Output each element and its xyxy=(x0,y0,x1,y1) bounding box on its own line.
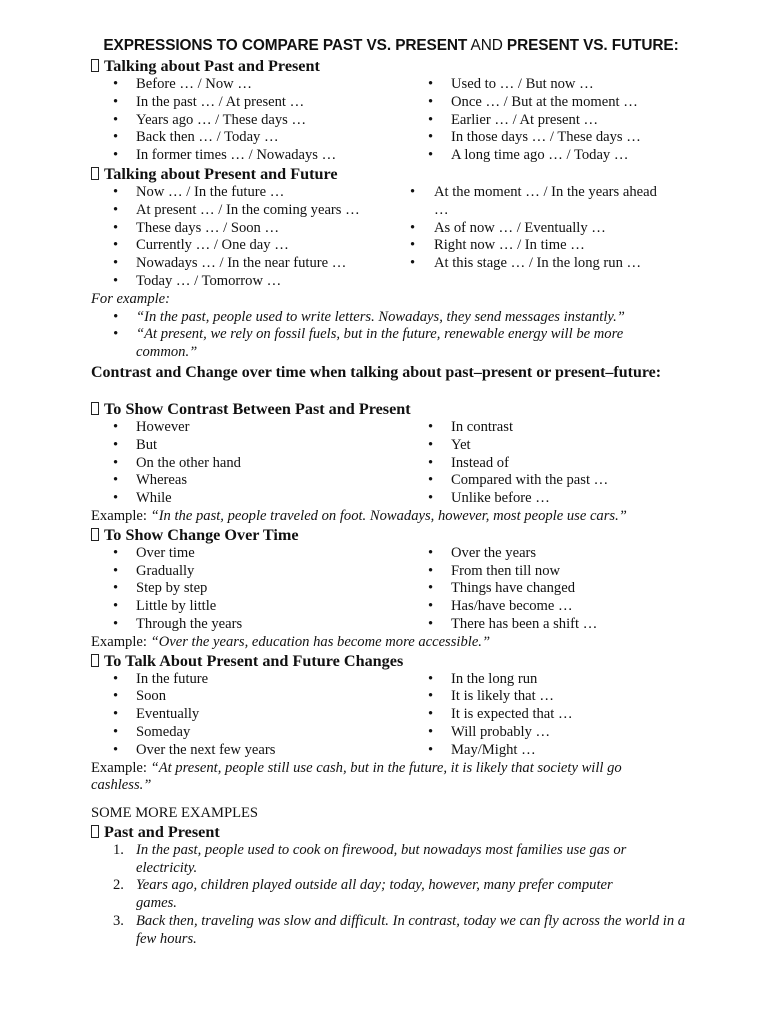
example-line xyxy=(91,508,691,526)
section-heading-text: Past and Present xyxy=(104,822,220,841)
checkbox-glyph-icon xyxy=(91,59,99,72)
section-heading-text: To Show Contrast Between Past and Present xyxy=(104,399,411,418)
list-item: • Has/have become … xyxy=(406,598,691,616)
list-item: • In the future xyxy=(91,671,406,689)
section-heading-present-future xyxy=(91,165,691,184)
spacer xyxy=(91,795,691,805)
example-label: Example: xyxy=(91,759,151,776)
list-item: • There has been a shift … xyxy=(406,616,691,634)
example-text: “Over the years, education has become more accessible.” xyxy=(150,633,491,650)
for-example-label: For example: xyxy=(91,290,171,307)
checkbox-glyph-icon xyxy=(91,167,99,180)
list-item: • But xyxy=(91,437,406,455)
list-right xyxy=(388,184,691,291)
item-number: 1. xyxy=(113,841,124,858)
checkbox-glyph-icon xyxy=(91,402,99,415)
list-item: • May/Might … xyxy=(406,742,691,760)
spacer xyxy=(91,382,691,400)
section-heading-past-present-examples xyxy=(91,823,691,842)
list-item: • Over the years xyxy=(406,545,691,563)
list-item: • From then till now xyxy=(406,563,691,581)
list-left xyxy=(91,76,406,165)
item-text: In the past, people used to cook on firewood, but nowadays most families use gas or electricity. xyxy=(136,841,627,876)
list-item: • Earlier … / At present … xyxy=(406,112,691,130)
two-column-list xyxy=(91,671,691,760)
list-item: • Over time xyxy=(91,545,406,563)
list-item: • “At present, we rely on fossil fuels, but in the future, renewable energy will be more common.” xyxy=(91,326,691,362)
list-item: • Unlike before … xyxy=(406,490,691,508)
item-text: Back then, traveling was slow and difficult. In contrast, today we can fly across the world in a few hours. xyxy=(136,913,686,947)
section-heading-contrast xyxy=(91,400,691,419)
list-item: • In those days … / These days … xyxy=(406,129,691,147)
list-item: • These days … / Soon … xyxy=(91,220,388,238)
section-heading-change-over-time xyxy=(91,526,691,545)
contrast-heading: Contrast and Change over time when talking about past–present or present–future: xyxy=(91,363,662,381)
list-item: • Once … / But at the moment … xyxy=(406,94,691,112)
list-item: • Step by step xyxy=(91,580,406,598)
list-item: • In the past … / At present … xyxy=(91,94,406,112)
list-item: • As of now … / Eventually … xyxy=(388,220,691,238)
list-item: • In former times … / Nowadays … xyxy=(91,147,406,165)
list-item: • Back then … / Today … xyxy=(91,129,406,147)
list-item: • At this stage … / In the long run … xyxy=(388,255,691,273)
section-heading-past-present xyxy=(91,57,691,76)
list-left xyxy=(91,419,406,508)
example-text: “At present, people still use cash, but in the future, it is likely that society will go cashless.” xyxy=(91,759,622,794)
list-left xyxy=(91,671,406,760)
list-item: • On the other hand xyxy=(91,455,406,473)
list-item: • Things have changed xyxy=(406,580,691,598)
more-examples-label: SOME MORE EXAMPLES xyxy=(91,805,259,822)
section-heading-text: Talking about Present and Future xyxy=(104,164,338,183)
section-heading-text: To Talk About Present and Future Changes xyxy=(104,651,404,670)
list-item: • Little by little xyxy=(91,598,406,616)
list-item: • Today … / Tomorrow … xyxy=(91,273,388,291)
section-heading-text: Talking about Past and Present xyxy=(104,57,320,75)
example-line xyxy=(91,760,691,796)
list-item: • Soon xyxy=(91,688,406,706)
numbered-item xyxy=(91,913,691,949)
list-item: • Currently … / One day … xyxy=(91,237,388,255)
list-item: • A long time ago … / Today … xyxy=(406,147,691,165)
two-column-list xyxy=(91,184,691,291)
list-item: • Gradually xyxy=(91,563,406,581)
list-item: • It is expected that … xyxy=(406,706,691,724)
list-item: • At the moment … / In the years ahead … xyxy=(388,184,691,220)
section-heading-future-changes xyxy=(91,652,691,671)
document-title xyxy=(91,36,691,56)
list-item: • Instead of xyxy=(406,455,691,473)
list-item: • Will probably … xyxy=(406,724,691,742)
numbered-item xyxy=(91,842,691,878)
list-right xyxy=(406,419,691,508)
section-heading-text: To Show Change Over Time xyxy=(104,525,299,544)
example-line xyxy=(91,634,691,652)
list-item: • While xyxy=(91,490,406,508)
list-left xyxy=(91,184,388,291)
example-text: “In the past, people traveled on foot. Nowadays, however, most people use cars.” xyxy=(150,507,627,524)
list-item: • At present … / In the coming years … xyxy=(91,202,388,220)
two-column-list xyxy=(91,545,691,634)
list-item: • Eventually xyxy=(91,706,406,724)
numbered-example-list xyxy=(91,842,691,949)
two-column-list xyxy=(91,419,691,508)
item-number: 2. xyxy=(113,877,124,894)
list-item: • Before … / Now … xyxy=(91,76,406,94)
list-item: • Nowadays … / In the near future … xyxy=(91,255,388,273)
checkbox-glyph-icon xyxy=(91,528,99,541)
list-item: • Years ago … / These days … xyxy=(91,112,406,130)
list-item: • Now … / In the future … xyxy=(91,184,388,202)
list-item: • Yet xyxy=(406,437,691,455)
title-part-1: EXPRESSIONS TO COMPARE PAST VS. PRESENT xyxy=(103,37,468,54)
list-right xyxy=(406,545,691,634)
list-item: • Whereas xyxy=(91,472,406,490)
item-number: 3. xyxy=(113,913,124,930)
list-item: • Used to … / But now … xyxy=(406,76,691,94)
list-right xyxy=(406,671,691,760)
item-text: Years ago, children played outside all day; today, however, many prefer computer games. xyxy=(136,877,613,912)
list-item: • In the long run xyxy=(406,671,691,689)
checkbox-glyph-icon xyxy=(91,654,99,667)
two-column-list xyxy=(91,76,691,165)
numbered-item xyxy=(91,877,691,913)
list-item: • Someday xyxy=(91,724,406,742)
list-item: • It is likely that … xyxy=(406,688,691,706)
list-item: • In contrast xyxy=(406,419,691,437)
list-left xyxy=(91,545,406,634)
example-list xyxy=(91,309,691,362)
list-right xyxy=(406,76,691,165)
list-item: • “In the past, people used to write letters. Nowadays, they send messages instantly.” xyxy=(91,309,691,327)
title-and: AND xyxy=(470,37,503,54)
example-label: Example: xyxy=(91,507,151,524)
example-label: Example: xyxy=(91,633,151,650)
list-item: • Over the next few years xyxy=(91,742,406,760)
list-item: • Through the years xyxy=(91,616,406,634)
list-item: • Right now … / In time … xyxy=(388,237,691,255)
document-page xyxy=(91,36,691,949)
list-item: • Compared with the past … xyxy=(406,472,691,490)
checkbox-glyph-icon xyxy=(91,825,99,838)
title-part-2: PRESENT VS. FUTURE: xyxy=(506,37,679,54)
list-item: • However xyxy=(91,419,406,437)
